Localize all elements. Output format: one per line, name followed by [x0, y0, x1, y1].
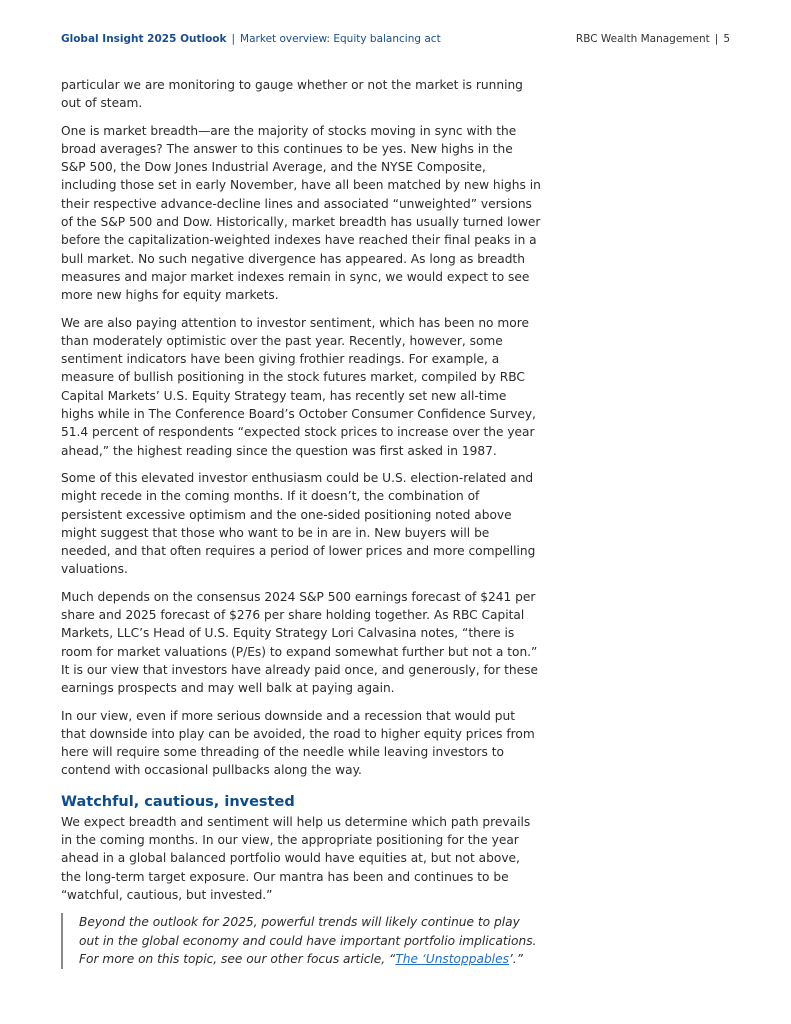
body-paragraph: We are also paying attention to investor sentiment, which has been no more than moderately optimistic over the past year. Recently, however, some sentiment indicators have been giving frothier readings. For example, a measure of bullish positioning in the stock futures market, compiled by RBC Capital Markets’ U.S. Equity Strategy team, has recently set new all-time highs while in The Conference Board’s October Consumer Confidence Survey, 51.4 percent of respondents “expected stock prices to increase over the year ahead,” the highest reading since the question was first asked in 1987. — [61, 315, 536, 458]
closing-paragraph: We expect breadth and sentiment will help us determine which path prevails in the coming months. In our view, the appropriate positioning for the year ahead in a global balanced portfolio would have equities at, but not above, the long-term target exposure. Our mantra has been and continues to be “watchful, cautious, but invested.” — [61, 814, 531, 902]
body-paragraph: Much depends on the consensus 2024 S&P 500 earnings forecast of $241 per share and 2025 forecast of $276 per share holding together. As RBC Capital Markets, LLC’s Head of U.S. Equity Strategy Lori Calvasina notes, “there is room for market valuations (P/Es) to expand somewhat further but not a ton.” It is our view that investors have already paid once, and generously, for these earnings prospects and may well balk at paying again. — [61, 589, 538, 696]
body-paragraph: particular we are monitoring to gauge whether or not the market is running out of steam. — [61, 78, 523, 111]
callout-text-before: Beyond the outlook for 2025, powerful trends will likely continue to play out in the global economy and could have important portfolio implications. For more on this topic, see our other focus article, “ — [79, 915, 537, 966]
brand-name: RBC Wealth Management — [575, 33, 710, 45]
callout-text — [79, 913, 541, 969]
article-body — [61, 76, 541, 913]
callout-text-after: ’.” — [508, 952, 523, 966]
header-divider: | — [231, 33, 236, 45]
section-subheading: Watchful, cautious, invested — [61, 793, 295, 810]
publication-title: Global Insight 2025 Outlook — [61, 33, 227, 45]
header-right — [576, 33, 730, 45]
header-left — [61, 33, 441, 45]
body-paragraph: In our view, even if more serious downside and a recession that would put that downside into play can be avoided, the road to higher equity prices from here will require some threading of the needle while leaving investors to contend with occasional pullbacks along the way. — [61, 708, 535, 778]
header-divider-right: | — [714, 33, 719, 45]
callout-box — [61, 913, 541, 969]
body-paragraph: One is market breadth—are the majority of stocks moving in sync with the broad averages? The answer to this continues to be yes. New highs in the S&P 500, the Dow Jones Industrial Average, and the NYSE Composite, including those set in early November, have all been matched by new highs in their respective advance-decline lines and associated “unweighted” versions of the S&P 500 and Dow. Historically, market breadth has usually turned lower before the capitalization-weighted indexes have reached their final peaks in a bull market. No such negative divergence has appeared. As long as breadth measures and major market indexes remain in sync, we would expect to see more new highs for equity markets. — [61, 123, 541, 303]
page-header — [61, 33, 730, 47]
body-paragraph: Some of this elevated investor enthusiasm could be U.S. election-related and might recede in the coming months. If it doesn’t, the combination of persistent excessive optimism and the one-sided positioning noted above might suggest that those who want to be in are in. New buyers will be needed, and that often requires a period of lower prices and more compelling valuations. — [61, 470, 536, 577]
page-number: 5 — [723, 33, 730, 45]
unstoppables-article-link[interactable]: The ‘Unstoppables — [395, 952, 509, 966]
section-title: Market overview: Equity balancing act — [240, 33, 441, 45]
